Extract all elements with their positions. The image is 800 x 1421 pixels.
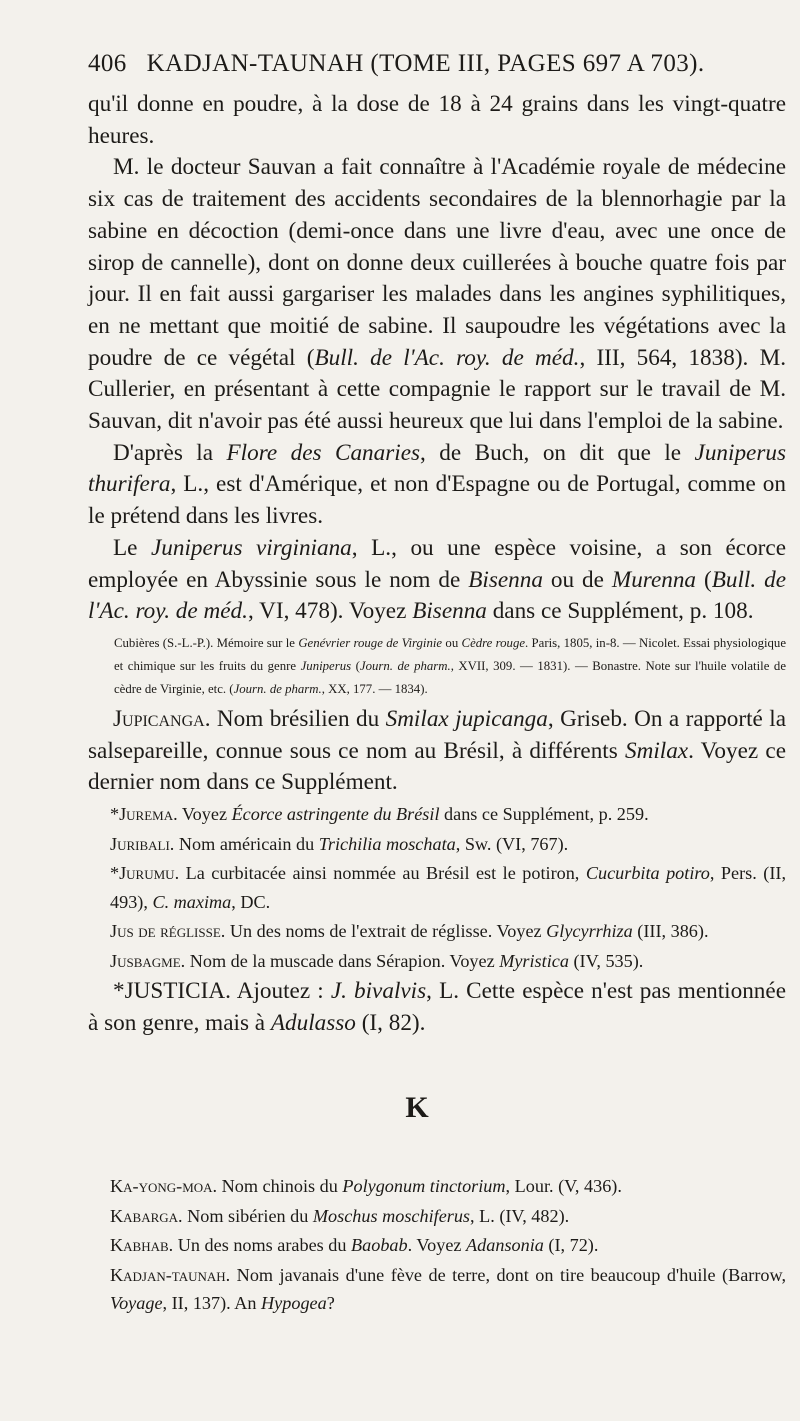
species-name: Polygonum tinctorium (342, 1176, 506, 1197)
note-text: , XVII, 309. — 1831). — Bonastre. Note sur l'huile volatile de cèdre de Virginie, etc. ( (114, 658, 786, 696)
entry-text: , Sw. (VI, 767). (455, 833, 569, 854)
entry-headword: *Jurema. (110, 804, 178, 825)
species-name: Juniperus thurifera (88, 439, 786, 498)
species-name: Cucurbita potiro (585, 863, 710, 884)
entry-reference: Écorce astringente du Brésil (231, 804, 440, 825)
entry-text: Nom brésilien du (210, 705, 386, 732)
entry-text: (IV, 535). (568, 950, 644, 971)
paragraph-text: , de Buch, on dit que le (420, 439, 695, 466)
species-name: Trichilia moschata (318, 833, 456, 854)
entry-text: , L. Cette espèce n'est pas mentionnée à son genre, mais à (88, 978, 786, 1036)
section-letter: K (405, 1091, 429, 1125)
entry-text: , Griseb. On a rapporté la salsepareille, connue sous ce nom au Brésil, à différents (88, 705, 787, 764)
paragraph-flore-canaries (88, 438, 786, 533)
entry-jurumu (88, 859, 786, 916)
species-name: C. maxima (152, 891, 232, 912)
plant-name: Baobab (351, 1235, 408, 1256)
note-title: Genévrier rouge de Virginie (298, 635, 443, 650)
note-text: Cubières (S.-L.-P.). Mémoire sur le (114, 635, 299, 650)
entry-headword: *Jurumu. (110, 863, 180, 884)
entry-juribali (88, 830, 786, 859)
entry-text: , Pers. (II, 493), (110, 863, 786, 912)
paragraph-text: ( (696, 566, 712, 593)
paragraph-text: ou de (542, 566, 612, 593)
citation: Bull. de l'Ac. roy. de méd. (88, 566, 786, 625)
plant-name: Bisenna (412, 598, 487, 625)
species-name: J. bivalvis (330, 978, 427, 1005)
entry-text: ? (326, 1293, 335, 1314)
entry-text: , DC. (231, 891, 271, 912)
entry-text: . Voyez ce dernier nom dans ce Supplément. (88, 737, 786, 796)
entry-text: . Voyez (407, 1235, 467, 1256)
entry-text: Un des noms de l'extrait de réglisse. Voyez (225, 921, 547, 942)
entry-text: dans ce Supplément, p. 259. (439, 804, 649, 825)
paragraph-continuation (88, 89, 786, 152)
entry-text: Nom javanais d'une fève de terre, dont on tire beaucoup d'huile (Barrow, (230, 1264, 786, 1285)
plant-name: Murenna (611, 566, 697, 593)
paragraph-text: M. le docteur Sauvan a fait connaître à l'Académie royale de médecine six cas de traitement des accidents secondaires de la blennorhagie par la sabine en décoction (demi-once dans une livre d'eau, avec une once de sirop de cannelle), dont on donne deux cuillerées à bouche quatre fois par jour. Il en fait aussi gargariser les malades dans les angines syphilitiques, en ne mettant que moitié de sabine. Il saupoudre les végétations avec la poudre de ce végétal ( (88, 154, 786, 371)
entry-headword: Jus de réglisse. (110, 921, 226, 942)
entry-headword: Kadjan-taunah. (110, 1264, 231, 1285)
entry-text: Un des noms arabes du (173, 1235, 352, 1256)
bibliography-note (88, 632, 786, 701)
book-title: Voyage (110, 1293, 163, 1314)
entry-kabhab (88, 1231, 786, 1260)
entry-text: (I, 82). (355, 1009, 426, 1036)
paragraph-juniperus-virginiana (88, 533, 786, 628)
entry-kabarga (88, 1202, 786, 1231)
paragraph-sauvan (88, 152, 786, 437)
species-name: Juniperus virginiana (151, 534, 352, 561)
note-title: Juniperus (300, 658, 352, 673)
entry-jupicanga (88, 704, 786, 799)
entry-headword: Kabarga. (110, 1205, 183, 1226)
entry-text: (I, 72). (543, 1235, 599, 1256)
paragraph-text: , III, 564, 1838). M. Cullerier, en présentant à cette compagnie le rapport sur le travail de M. Sauvan, dit n'avoir pas été aussi heureux que lui dans l'emploi de la sabine. (88, 344, 786, 435)
entry-jusbagme (88, 947, 786, 976)
paragraph-text: , L., est d'Amérique, et non d'Espagne ou de Portugal, comme on le prétend dans les livres. (88, 471, 786, 530)
entry-text: La curbitacée ainsi nommée au Brésil est le potiron, (179, 863, 586, 884)
entry-text: , II, 137). An (162, 1293, 262, 1314)
entry-text: , Lour. (V, 436). (505, 1176, 622, 1197)
paragraph-text: D'après la (113, 439, 227, 466)
species-name: Moschus moschiferus (312, 1205, 471, 1226)
genus-name: Hypogea (261, 1293, 327, 1314)
note-text: ou (442, 635, 462, 650)
paragraph-text: , L., ou une espèce voisine, a son écorce employée en Abyssinie sous le nom de (88, 534, 786, 593)
note-text: , XX, 177. — 1834). (321, 681, 428, 696)
entry-headword: Juribali. (110, 833, 175, 854)
entry-headword: *JUSTICIA. (113, 978, 231, 1005)
entry-jus-de-reglisse (88, 917, 786, 946)
paragraph-text: qu'il donne en poudre, à la dose de 18 à 24 grains dans les vingt-quatre heures. (88, 91, 786, 149)
page-body (88, 89, 786, 1319)
entry-headword: Jupicanga. (113, 705, 211, 732)
plant-name: Bisenna (468, 566, 543, 593)
plant-name: Adulasso (270, 1009, 356, 1036)
entry-justicia (88, 976, 786, 1039)
entry-headword: Ka-yong-moa. (110, 1176, 218, 1197)
genus-name: Adansonia (466, 1235, 544, 1256)
entry-headword: Kabhab. (110, 1235, 174, 1256)
entry-headword: Jusbagme. (110, 950, 186, 971)
entry-text: Nom chinois du (217, 1176, 343, 1197)
paragraph-text: dans ce Supplément, p. 108. (486, 598, 754, 625)
entry-text: Voyez (177, 804, 232, 825)
entry-text: Nom sibérien du (182, 1205, 313, 1226)
paragraph-text: Le (113, 534, 152, 561)
entry-jurema (88, 800, 786, 829)
page-header (88, 50, 728, 78)
note-title: Cèdre rouge (461, 635, 526, 650)
genus-name: Glycyrrhiza (546, 921, 633, 942)
entry-text: Nom américain du (174, 833, 319, 854)
entry-text: (III, 386). (632, 921, 709, 942)
genus-name: Smilax (624, 737, 689, 764)
book-title: Flore des Canaries (226, 439, 421, 466)
note-text: ( (351, 658, 360, 673)
entry-ka-yong-moa (88, 1172, 786, 1201)
note-text: . Paris, 1805, in-8. — Nicolet. Essai physiologique et chimique sur les fruits du genre (114, 635, 786, 673)
citation: Bull. de l'Ac. roy. de méd. (314, 344, 580, 371)
note-journal: Journ. de pharm. (233, 681, 322, 696)
entry-kadjan-taunah (88, 1261, 786, 1318)
species-name: Smilax jupicanga (385, 705, 548, 732)
entry-text: , L. (IV, 482). (470, 1205, 570, 1226)
entry-text: Ajoutez : (230, 978, 331, 1005)
page-number: 406 (88, 50, 127, 77)
genus-name: Myristica (499, 950, 569, 971)
running-title: KADJAN-TAUNAH (TOME III, PAGES 697 A 703). (146, 50, 705, 77)
entry-text: Nom de la muscade dans Sérapion. Voyez (185, 950, 500, 971)
paragraph-text: , VI, 478). Voyez (247, 598, 413, 625)
note-journal: Journ. de pharm. (359, 658, 451, 673)
